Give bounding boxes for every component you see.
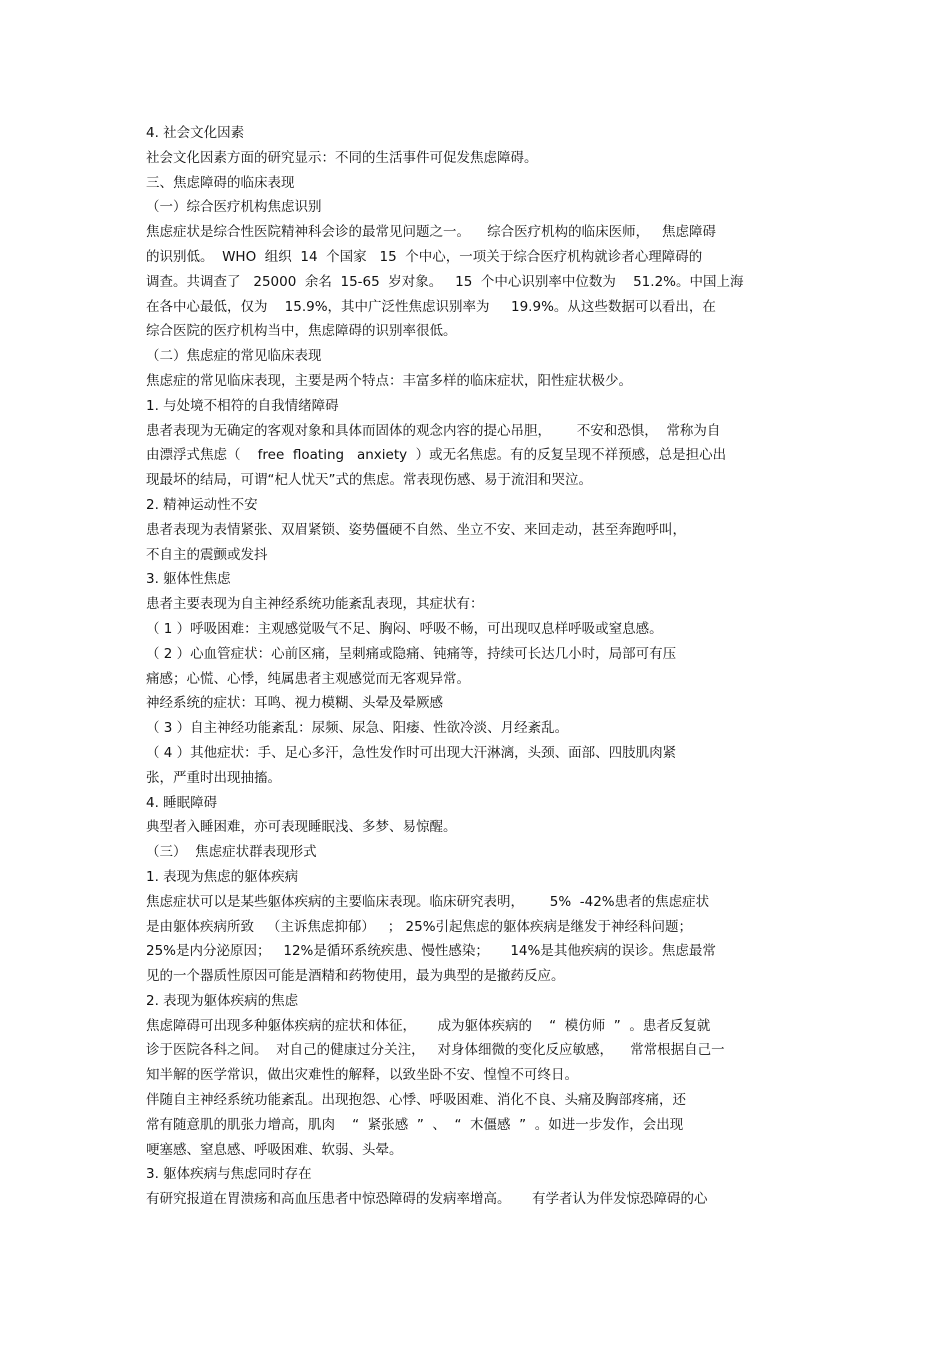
section-heading: 4. 睡眠障碍: [146, 794, 218, 811]
list-item: （ 1 ）呼吸困难：主观感觉吸气不足、胸闷、呼吸不畅，可出现叹息样呼吸或窒息感。: [146, 620, 663, 637]
paragraph-line: 患者主要表现为自主神经系统功能紊乱表现，其症状有：: [146, 596, 484, 613]
paragraph-line: 在各中心最低，仅为 15.9%，其中广泛性焦虑识别率为 19.9%。从这些数据可以看出，在: [146, 298, 716, 315]
paragraph-line: 焦虑症状可以是某些躯体疾病的主要临床表现。临床研究表明， 5% -42%患者的焦虑症状: [146, 893, 710, 910]
paragraph-line: 焦虑症状是综合性医院精神科会诊的最常见问题之一。 综合医疗机构的临床医师， 焦虑障碍: [146, 224, 717, 241]
paragraph-line: 由漂浮式焦虑（ free floating anxiety ）或无名焦虑。有的反复呈现不祥预感，总是担心出: [146, 447, 727, 464]
document-body: [146, 121, 806, 1212]
paragraph-line: 的识别低。 WHO 组织 14 个国家 15 个中心，一项关于综合医疗机构就诊者心理障碍的: [146, 248, 703, 265]
chapter-heading: 三、焦虑障碍的临床表现: [146, 174, 295, 191]
paragraph-line: 有研究报道在胃溃疡和高血压患者中惊恐障碍的发病率增高。 有学者认为伴发惊恐障碍的心: [146, 1191, 708, 1208]
paragraph-line: 调查。共调查了 25000 余名 15-65 岁对象。 15 个中心识别率中位数为 51.2%。中国上海: [146, 273, 744, 290]
paragraph-line: 哽塞感、窒息感、呼吸困难、软弱、头晕。: [146, 1141, 403, 1158]
paragraph-line: 常有随意肌的肌张力增高，肌肉 “ 紧张感 ” 、 “ 木僵感 ” 。如进一步发作，会出现: [146, 1116, 684, 1133]
list-item-continuation: 痛感；心慌、心悸，纯属患者主观感觉而无客观异常。: [146, 670, 470, 687]
section-heading: 1. 与处境不相符的自我情绪障碍: [146, 397, 339, 414]
paragraph-line: 焦虑症的常见临床表现，主要是两个特点：丰富多样的临床症状，阳性症状极少。: [146, 372, 632, 389]
paragraph-line: 神经系统的症状：耳鸣、视力模糊、头晕及晕厥感: [146, 695, 443, 712]
list-item: （ 4 ）其他症状：手、足心多汗，急性发作时可出现大汗淋漓，头颈、面部、四肢肌肉紧: [146, 744, 677, 761]
paragraph-line: 知半解的医学常识，做出灾难性的解释，以致坐卧不安、惶惶不可终日。: [146, 1067, 578, 1084]
paragraph-line: 25%是内分泌原因； 12%是循环系统疾患、慢性感染； 14%是其他疾病的误诊。焦虑最常: [146, 943, 716, 960]
list-item: （ 3 ）自主神经功能紊乱：尿频、尿急、阳痿、性欲冷淡、月经紊乱。: [146, 720, 569, 737]
paragraph-line: 综合医院的医疗机构当中，焦虑障碍的识别率很低。: [146, 323, 457, 340]
paragraph-line: 社会文化因素方面的研究显示：不同的生活事件可促发焦虑障碍。: [146, 149, 538, 166]
subsection-heading: （三） 焦虑症状群表现形式: [146, 844, 317, 861]
paragraph-line: 典型者入睡困难，亦可表现睡眠浅、多梦、易惊醒。: [146, 819, 457, 836]
paragraph-line: 是由躯体疾病所致 （主诉焦虑抑郁） ； 25%引起焦虑的躯体疾病是继发于神经科问题；: [146, 918, 693, 935]
paragraph-line: 患者表现为无确定的客观对象和具体而固体的观念内容的提心吊胆， 不安和恐惧， 常称为自: [146, 422, 721, 439]
section-heading: 3. 躯体疾病与焦虑同时存在: [146, 1166, 312, 1183]
section-heading: 2. 表现为躯体疾病的焦虑: [146, 992, 299, 1009]
paragraph-line: 见的一个器质性原因可能是酒精和药物使用，最为典型的是撤药反应。: [146, 968, 565, 985]
paragraph-line: 焦虑障碍可出现多种躯体疾病的症状和体征， 成为躯体疾病的 “ 模仿师 ” 。患者反复就: [146, 1017, 711, 1034]
section-heading: 3. 躯体性焦虑: [146, 571, 231, 588]
paragraph-line: 伴随自主神经系统功能紊乱。出现抱怨、心悸、呼吸困难、消化不良、头痛及胸部疼痛，还: [146, 1092, 686, 1109]
paragraph-line: 诊于医院各科之间。 对自己的健康过分关注， 对身体细微的变化反应敏感， 常常根据自己一: [146, 1042, 725, 1059]
section-heading: 1. 表现为焦虑的躯体疾病: [146, 868, 299, 885]
list-item-continuation: 张，严重时出现抽搐。: [146, 769, 281, 786]
section-heading: 2. 精神运动性不安: [146, 496, 258, 513]
paragraph-line: 现最坏的结局，可谓“杞人忧天”式的焦虑。常表现伤感、易于流泪和哭泣。: [146, 472, 592, 489]
list-item: （ 2 ）心血管症状：心前区痛，呈刺痛或隐痛、钝痛等，持续可长达几小时，局部可有压: [146, 645, 677, 662]
subsection-heading: （一）综合医疗机构焦虑识别: [146, 199, 322, 216]
subsection-heading: （二）焦虑症的常见临床表现: [146, 348, 322, 365]
paragraph-line: 患者表现为表情紧张、双眉紧锁、姿势僵硬不自然、坐立不安、来回走动，甚至奔跑呼叫，: [146, 521, 686, 538]
paragraph-line: 不自主的震颤或发抖: [146, 546, 268, 563]
section-heading: 4. 社会文化因素: [146, 125, 245, 141]
